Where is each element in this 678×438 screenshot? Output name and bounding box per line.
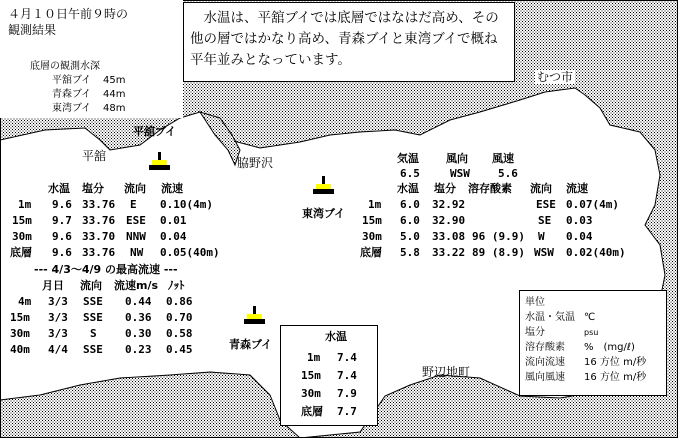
units-title: 単位 xyxy=(525,297,545,308)
weather-value: 6.5 xyxy=(400,167,420,180)
buoy-icon xyxy=(148,152,172,174)
units-label: 塩分 xyxy=(525,327,545,338)
layer-label: 30m xyxy=(301,387,321,400)
column-header: 流向 xyxy=(124,182,146,195)
table-cell: 9.7 xyxy=(52,214,72,227)
table-cell: 0.07(4m) xyxy=(566,198,619,211)
units-label: 流向流速 xyxy=(525,357,565,368)
observation-datetime: ４月１０日午前９時の xyxy=(8,7,129,21)
table-cell: 0.04 xyxy=(566,230,593,243)
layer-label: 30m xyxy=(10,327,30,340)
table-cell: 0.86 xyxy=(166,295,193,308)
table-cell: 0.70 xyxy=(166,311,193,324)
table-cell: 0.05(40m) xyxy=(160,246,220,259)
column-header: ﾉｯﾄ xyxy=(168,279,185,292)
table-cell: 7.7 xyxy=(337,405,357,418)
layer-label: 15m xyxy=(362,214,382,227)
place-label-wakinosawa: 脇野沢 xyxy=(237,156,274,170)
column-header: 流速 xyxy=(161,182,183,195)
column-header: 塩分 xyxy=(82,182,104,195)
layer-label: 30m xyxy=(12,230,32,243)
table-cell: 0.30 xyxy=(125,327,152,340)
depth-legend-title: 底層の観測水深 xyxy=(30,61,100,72)
column-header: 流向 xyxy=(530,182,552,195)
table-cell: 4/4 xyxy=(48,343,68,356)
depth-legend-value: 44m xyxy=(103,89,126,100)
table-cell: SE xyxy=(538,214,552,227)
table-cell: 5.0 xyxy=(400,230,420,243)
table-cell: 7.4 xyxy=(337,351,357,364)
depth-legend-value: 45m xyxy=(103,75,126,86)
table-cell: 0.02(40m) xyxy=(566,246,626,259)
table-cell: 89 (8.9) xyxy=(472,246,525,259)
table-cell: 0.36 xyxy=(125,311,152,324)
aomori-table xyxy=(280,325,378,426)
units-label: 溶存酸素 xyxy=(525,342,565,353)
layer-label: 1m xyxy=(18,198,32,211)
units-value: 16 方位 m/秒 xyxy=(584,357,647,368)
table-cell: 6.0 xyxy=(400,198,420,211)
depth-legend-name: 東湾ブイ xyxy=(52,103,92,114)
table-cell: 33.70 xyxy=(82,230,116,243)
column-header: 塩分 xyxy=(434,182,456,195)
table-cell: 0.04 xyxy=(160,230,187,243)
layer-label: 15m xyxy=(10,311,30,324)
table-cell: 9.6 xyxy=(52,230,72,243)
table-cell: ESE xyxy=(536,198,556,211)
column-header: 風向 xyxy=(446,152,468,165)
table-cell: SSE xyxy=(83,295,103,308)
column-header: 流速m/s xyxy=(114,279,159,292)
column-header: 流向 xyxy=(80,279,102,292)
table-cell: WSW xyxy=(534,246,554,259)
weather-value: WSW xyxy=(450,167,470,180)
column-header: 風速 xyxy=(492,152,514,165)
layer-label: 30m xyxy=(362,230,382,243)
layer-label: 1m xyxy=(307,351,321,364)
table-cell: S xyxy=(90,327,97,340)
summary-box xyxy=(183,2,515,82)
table-cell: NW xyxy=(130,246,144,259)
table-cell: 33.08 xyxy=(432,230,466,243)
units-label: 風向風速 xyxy=(525,372,565,383)
table-cell: 3/3 xyxy=(48,311,68,324)
place-label-noheji: 野辺地町 xyxy=(422,365,471,379)
place-label-hiradate: 平舘 xyxy=(82,149,107,163)
table-cell: 0.01 xyxy=(160,214,187,227)
table-cell: 0.58 xyxy=(166,327,193,340)
depth-legend-value: 48m xyxy=(103,103,126,114)
layer-label: 底層 xyxy=(10,246,32,259)
table-cell: 0.03 xyxy=(566,214,593,227)
table-cell: 33.22 xyxy=(432,246,466,259)
table-cell: 0.10(4m) xyxy=(160,198,213,211)
depth-legend-name: 青森ブイ xyxy=(52,89,92,100)
table-cell: 7.9 xyxy=(337,387,357,400)
weather-value: 5.6 xyxy=(498,167,518,180)
table-cell: E xyxy=(130,198,137,211)
table-cell: 32.90 xyxy=(432,214,466,227)
units-value: % (mg/ℓ) xyxy=(584,342,635,353)
layer-label: 4m xyxy=(18,295,32,308)
table-cell: 6.0 xyxy=(400,214,420,227)
table-cell: SSE xyxy=(83,343,103,356)
buoy-icon xyxy=(243,306,267,328)
units-label: 水温・気温 xyxy=(525,312,575,323)
column-header: 溶存酸素 xyxy=(468,182,512,195)
table-cell: 3/3 xyxy=(48,327,68,340)
layer-label: 1m xyxy=(368,198,382,211)
column-header: 水温 xyxy=(325,330,347,343)
table-cell: 33.76 xyxy=(82,198,116,211)
table-cell: 3/3 xyxy=(48,295,68,308)
column-header: 月日 xyxy=(42,279,64,292)
table-cell: 5.8 xyxy=(400,246,420,259)
table-cell: NNW xyxy=(126,230,146,243)
table-cell: 0.44 xyxy=(125,295,152,308)
buoy-label-higashi: 東湾ブイ xyxy=(302,207,346,220)
max-flow-title: --- 4/3～4/9 の最高流速 --- xyxy=(34,263,178,276)
summary-line: 他の層ではかなり高め、青森ブイと東湾ブイで概ね xyxy=(190,31,498,47)
table-cell: 0.45 xyxy=(166,343,193,356)
table-cell: W xyxy=(538,230,545,243)
units-legend xyxy=(519,290,667,396)
units-value: 16 方位 m/秒 xyxy=(584,372,647,383)
layer-label: 15m xyxy=(12,214,32,227)
depth-legend-name: 平舘ブイ xyxy=(52,75,92,86)
place-label-mutsu: むつ市 xyxy=(537,70,574,84)
table-cell: 33.76 xyxy=(82,246,116,259)
units-value: ℃ xyxy=(584,312,596,323)
table-cell: 9.6 xyxy=(52,246,72,259)
table-cell: 9.6 xyxy=(52,198,72,211)
buoy-icon xyxy=(312,176,336,198)
layer-label: 15m xyxy=(301,369,321,382)
column-header: 流速 xyxy=(566,182,588,195)
table-cell: 7.4 xyxy=(337,369,357,382)
table-cell: ESE xyxy=(126,214,146,227)
column-header: 気温 xyxy=(397,152,419,165)
table-cell: 0.23 xyxy=(125,343,152,356)
column-header: 水温 xyxy=(397,182,419,195)
table-cell: SSE xyxy=(83,311,103,324)
table-cell: 33.76 xyxy=(82,214,116,227)
layer-label: 40m xyxy=(10,343,30,356)
layer-label: 底層 xyxy=(360,246,382,259)
observation-title: 観測結果 xyxy=(8,23,57,37)
column-header: 水温 xyxy=(48,182,70,195)
buoy-label-aomori: 青森ブイ xyxy=(229,338,273,351)
buoy-label-hiradate: 平舘ブイ xyxy=(133,125,177,138)
units-value: psu xyxy=(584,328,599,337)
summary-line: 平年並みとなっています。 xyxy=(190,52,351,68)
summary-line: 水温は、平舘ブイでは底層ではなはだ高め、その xyxy=(190,10,499,26)
table-cell: 32.92 xyxy=(432,198,466,211)
layer-label: 底層 xyxy=(301,405,323,418)
table-cell: 96 (9.9) xyxy=(472,230,525,243)
